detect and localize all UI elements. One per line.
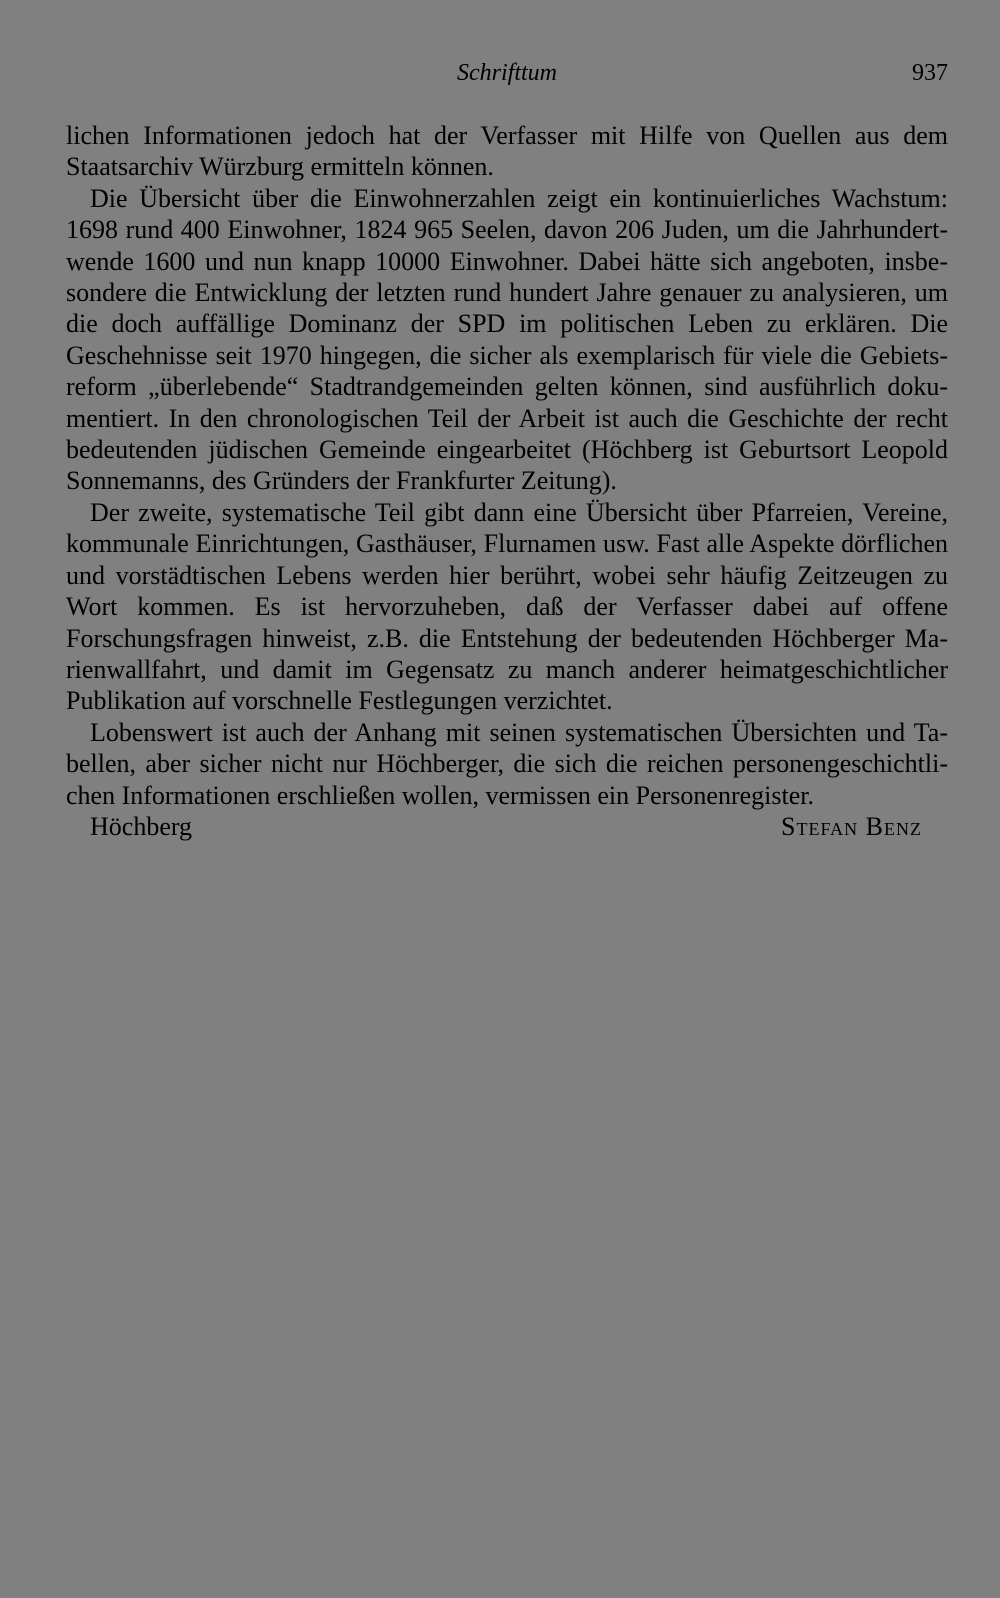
paragraph-continuation: lichen Informationen jedoch hat der Verfasser mit Hilfe von Quellen aus dem Staatsarchiv Würzburg ermitteln können. bbox=[66, 121, 948, 182]
signature-author: Stefan Benz bbox=[781, 811, 922, 841]
paragraph-population: Die Übersicht über die Einwohnerzahlen zeigt ein kontinuierliches Wachstum: 1698 rund 400 Einwohner, 1824 965 Seelen, davon 206 Juden, um die Jahrhundertwende 1600 und nun knapp 10000 Einwohner. Dabei hätte sich angeboten, insbesondere die Entwicklung der letzten rund hundert Jahre genauer zu analysieren, um die doch auffällige Dominanz der SPD im politischen Leben zu erklären. Die Geschehnisse seit 1970 hingegen, die sicher als exemplarisch für viele die Gebietsreform „überlebende“ Stadtrandgemeinden gelten können, sind ausführlich dokumentiert. In den chronologischen Teil der Arbeit ist auch die Geschichte der recht bedeutenden jüdischen Gemeinde eingearbeitet (Höchberg ist Geburtsort Leopold Sonnemanns, des Gründers der Frankfurter Zeitung). bbox=[66, 183, 948, 496]
signature-place: Höchberg bbox=[90, 811, 193, 841]
page-number: 937 bbox=[912, 60, 948, 86]
review-signature bbox=[66, 811, 948, 843]
running-head bbox=[66, 56, 948, 90]
body-text bbox=[66, 120, 948, 843]
paragraph-appendix: Lobenswert ist auch der Anhang mit seinen systematischen Übersichten und Tabellen, aber sicher nicht nur Höchberger, die sich die reichen personengeschichtlichen Informationen erschließen wollen, vermissen ein Personenregister. bbox=[66, 717, 948, 810]
running-title: Schrifttum bbox=[457, 60, 557, 86]
paragraph-systematic-part: Der zweite, systematische Teil gibt dann eine Übersicht über Pfarreien, Vereine, kommunale Einrichtungen, Gasthäuser, Flurnamen usw. Fast alle Aspekte dörflichen und vorstädtischen Lebens werden hier berührt, wobei sehr häufig Zeitzeugen zu Wort kommen. Es ist hervorzuheben, daß der Verfasser dabei auf offene Forschungsfragen hinweist, z.B. die Entstehung der bedeutenden Höchberger Marienwallfahrt, und damit im Gegensatz zu manch anderer heimatgeschichtlicher Publikation auf vorschnelle Festlegungen verzichtet. bbox=[66, 497, 948, 716]
